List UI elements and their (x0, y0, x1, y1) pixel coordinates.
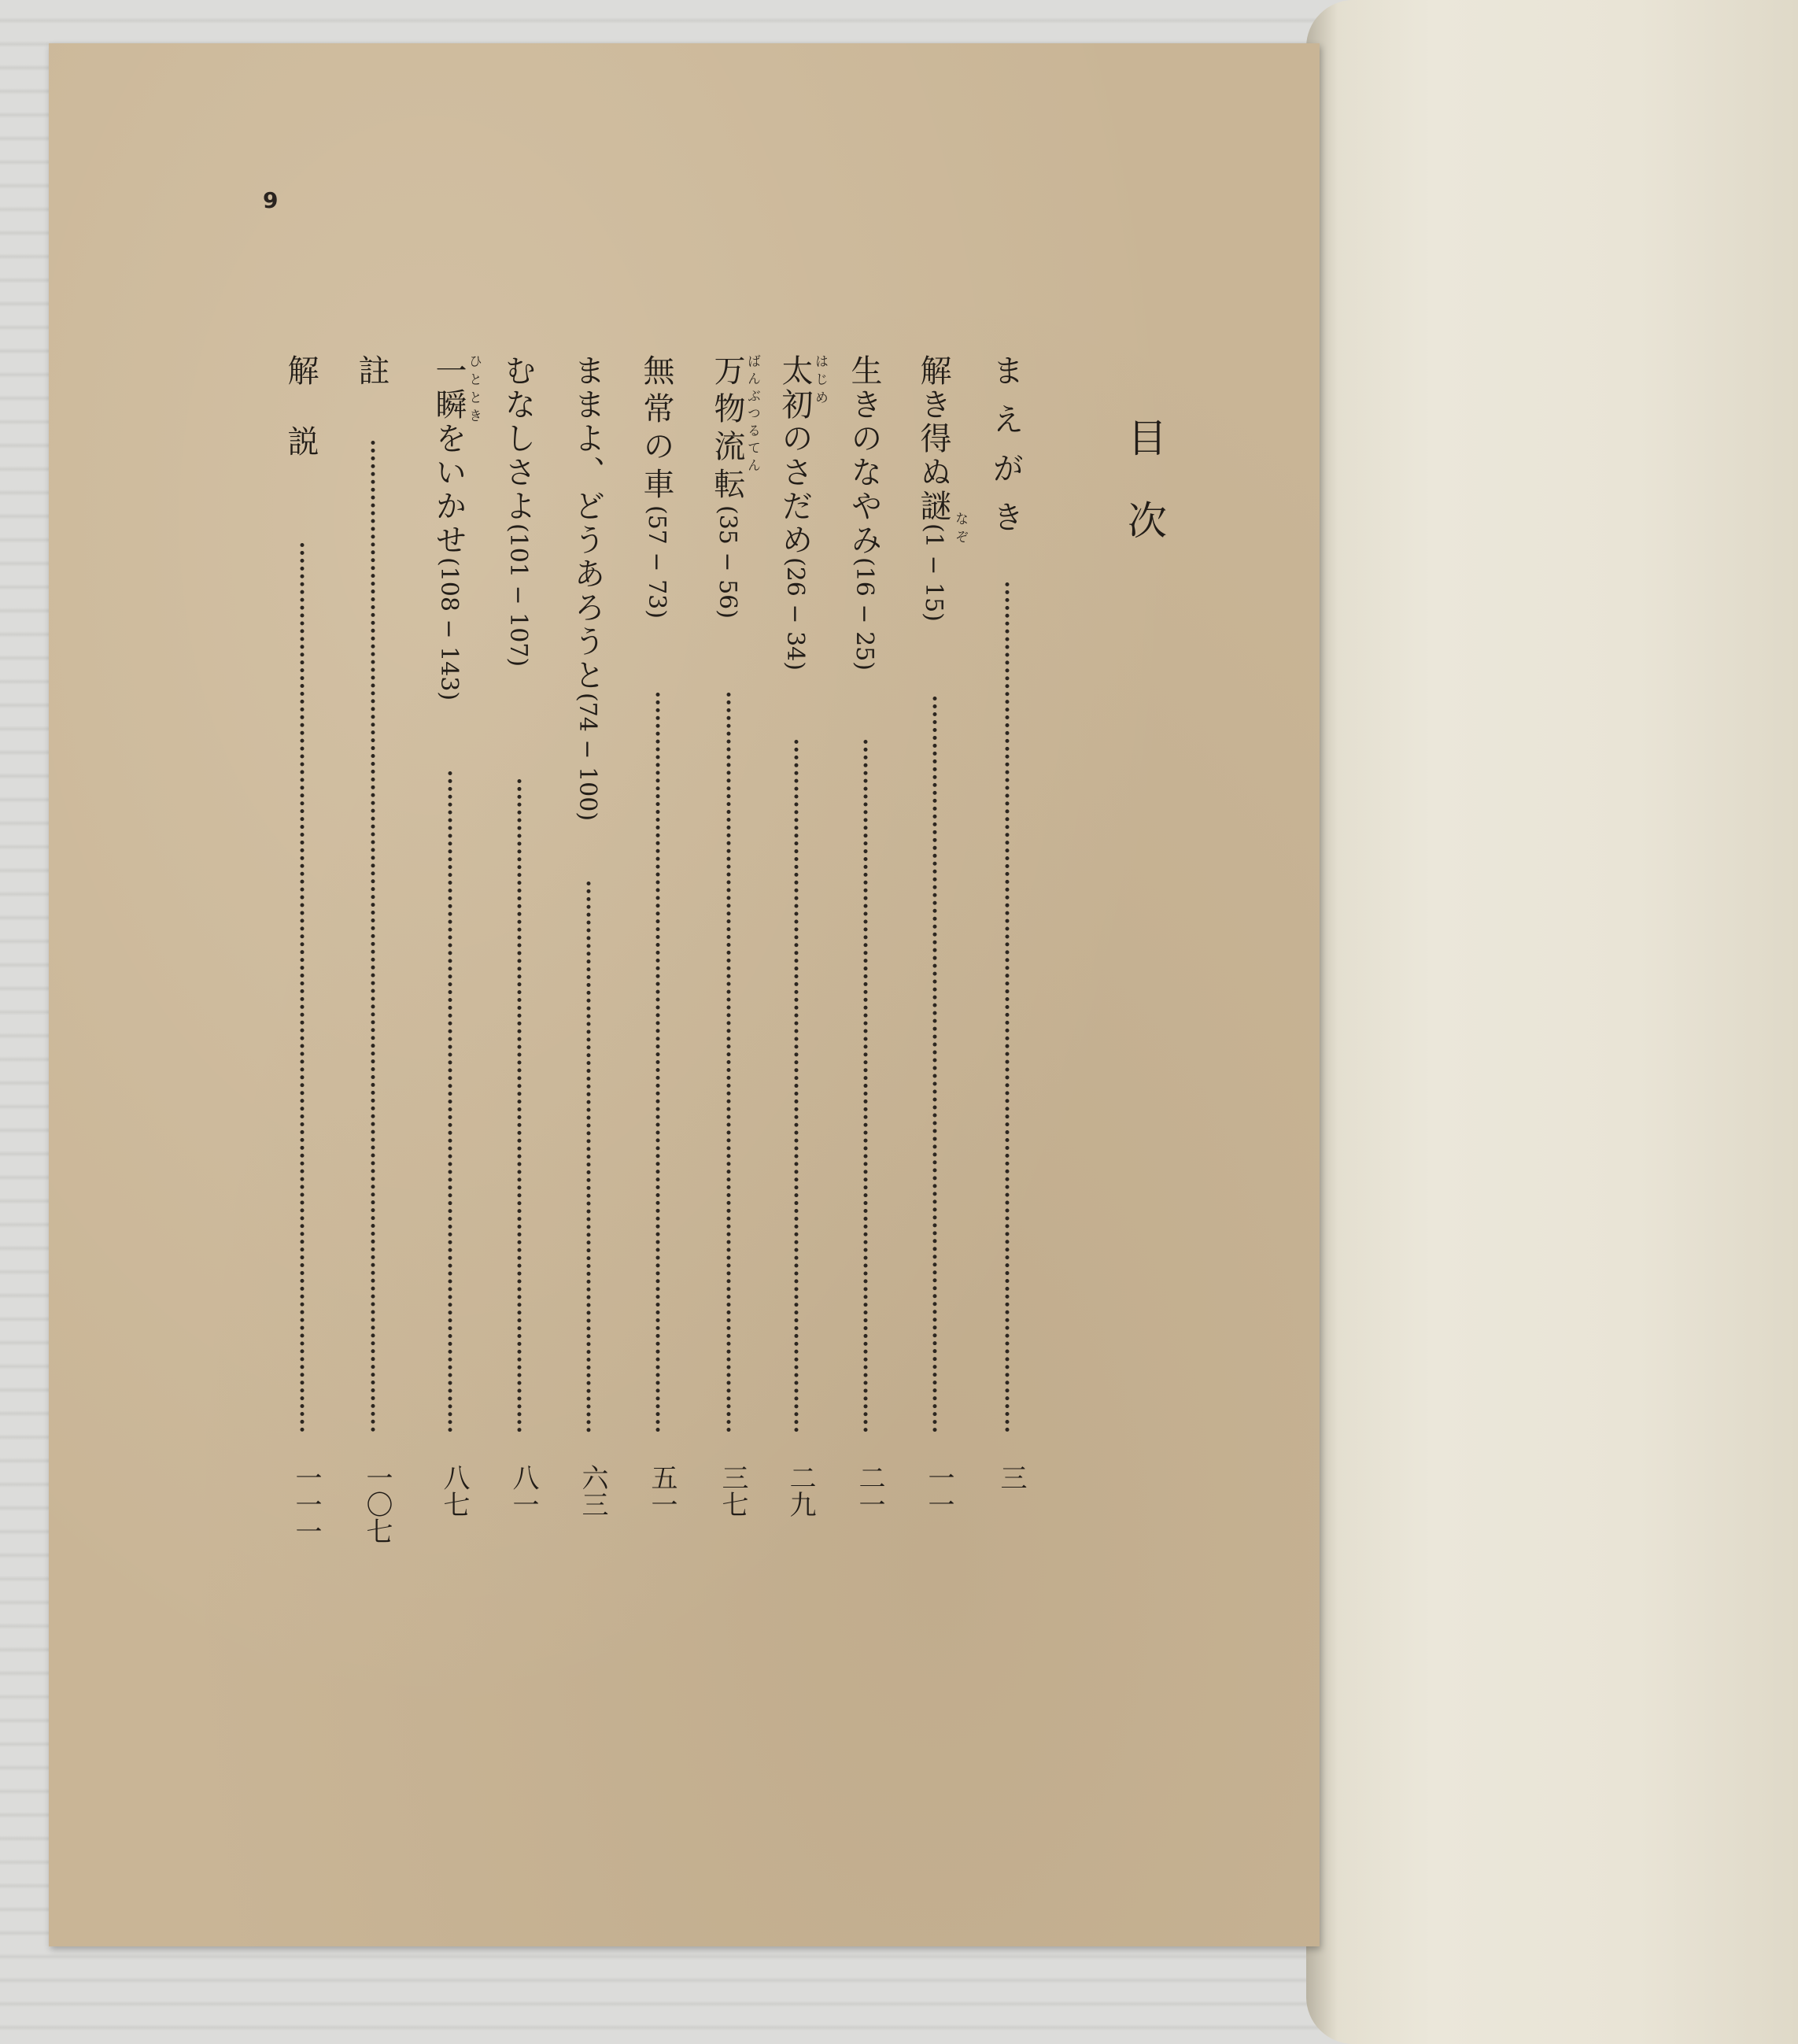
entry-range: (108 − 143) (435, 557, 463, 701)
dot-leader (587, 882, 591, 1432)
entry-page: 八一 (508, 1464, 539, 1517)
book-page (49, 43, 1320, 1946)
entry-range: (57 − 73) (643, 505, 670, 619)
entry-page: 六三 (577, 1464, 608, 1517)
entry-page: 一一一 (290, 1464, 322, 1544)
page-number: 9 (263, 187, 279, 213)
toc-title: 目次 (1121, 417, 1167, 582)
dot-leader (933, 697, 937, 1432)
entry-ruby: ひととき (466, 354, 482, 427)
entry-page: 三七 (717, 1464, 748, 1517)
entry-page: 五一 (646, 1464, 677, 1517)
dot-leader (301, 543, 305, 1432)
dot-leader (371, 441, 375, 1432)
entry-range: (16 − 25) (851, 557, 878, 671)
entry-title: むなしさよ (500, 354, 536, 523)
dot-leader (1006, 582, 1010, 1432)
entry-ruby: はじめ (812, 354, 828, 408)
entry-page: 一〇七 (361, 1464, 393, 1544)
dot-leader (864, 740, 868, 1432)
entry-title: 万物流転 (709, 354, 745, 505)
entry-title: 註 (353, 354, 390, 388)
entry-range: (26 − 34) (781, 557, 809, 671)
dot-leader (727, 693, 731, 1432)
entry-page: 八七 (438, 1464, 470, 1517)
facing-page (1306, 0, 1798, 2044)
dot-leader (656, 693, 660, 1432)
entry-page: 一一 (923, 1464, 954, 1517)
entry-range: (101 − 107) (504, 523, 532, 667)
entry-page: 二九 (785, 1464, 816, 1517)
entry-ruby: ばんぶつるてん (744, 354, 760, 475)
toc-entry-munashisayo[interactable] (496, 354, 543, 1517)
entry-title: 解き得ぬ謎 (915, 354, 951, 523)
entry-title: 太初のさだめ (777, 354, 813, 557)
dot-leader (518, 779, 522, 1432)
entry-title: 生きのなやみ (846, 354, 882, 557)
entry-page: 三 (995, 1464, 1027, 1491)
toc-entry-kaisetsu[interactable] (279, 354, 326, 1544)
toc-entry-hitotoki-wo-ikase[interactable] (426, 354, 482, 1517)
entry-page: 二一 (854, 1464, 885, 1517)
entry-ruby: なぞ (952, 512, 968, 548)
toc-entry-mujo-no-kuruma[interactable] (634, 354, 681, 1517)
entry-title: 一瞬をいかせ (430, 354, 467, 557)
entry-title: 解説 (282, 354, 319, 496)
toc-entry-tokienu-nazo[interactable] (911, 354, 968, 1517)
dot-leader (449, 771, 452, 1432)
toc-entry-maegaki[interactable] (984, 354, 1031, 1503)
toc-entry-iki-no-nayami[interactable] (842, 354, 889, 1517)
entry-range: (1 − 15) (920, 523, 947, 622)
entry-range: (74 − 100) (574, 693, 601, 822)
entry-title: まえがき (988, 354, 1024, 549)
entry-title: 無常の車 (638, 354, 674, 505)
toc-entry-chu[interactable] (349, 354, 397, 1544)
toc-entry-banbutsu-ruten[interactable] (705, 354, 760, 1517)
entry-range: (35 − 56) (714, 505, 741, 619)
entry-title: ままよ、どうあろうと (569, 354, 605, 693)
toc-entry-hajime-no-sadame[interactable] (773, 354, 828, 1517)
dot-leader (795, 740, 799, 1432)
toc-entry-mamayo[interactable] (565, 354, 612, 1517)
